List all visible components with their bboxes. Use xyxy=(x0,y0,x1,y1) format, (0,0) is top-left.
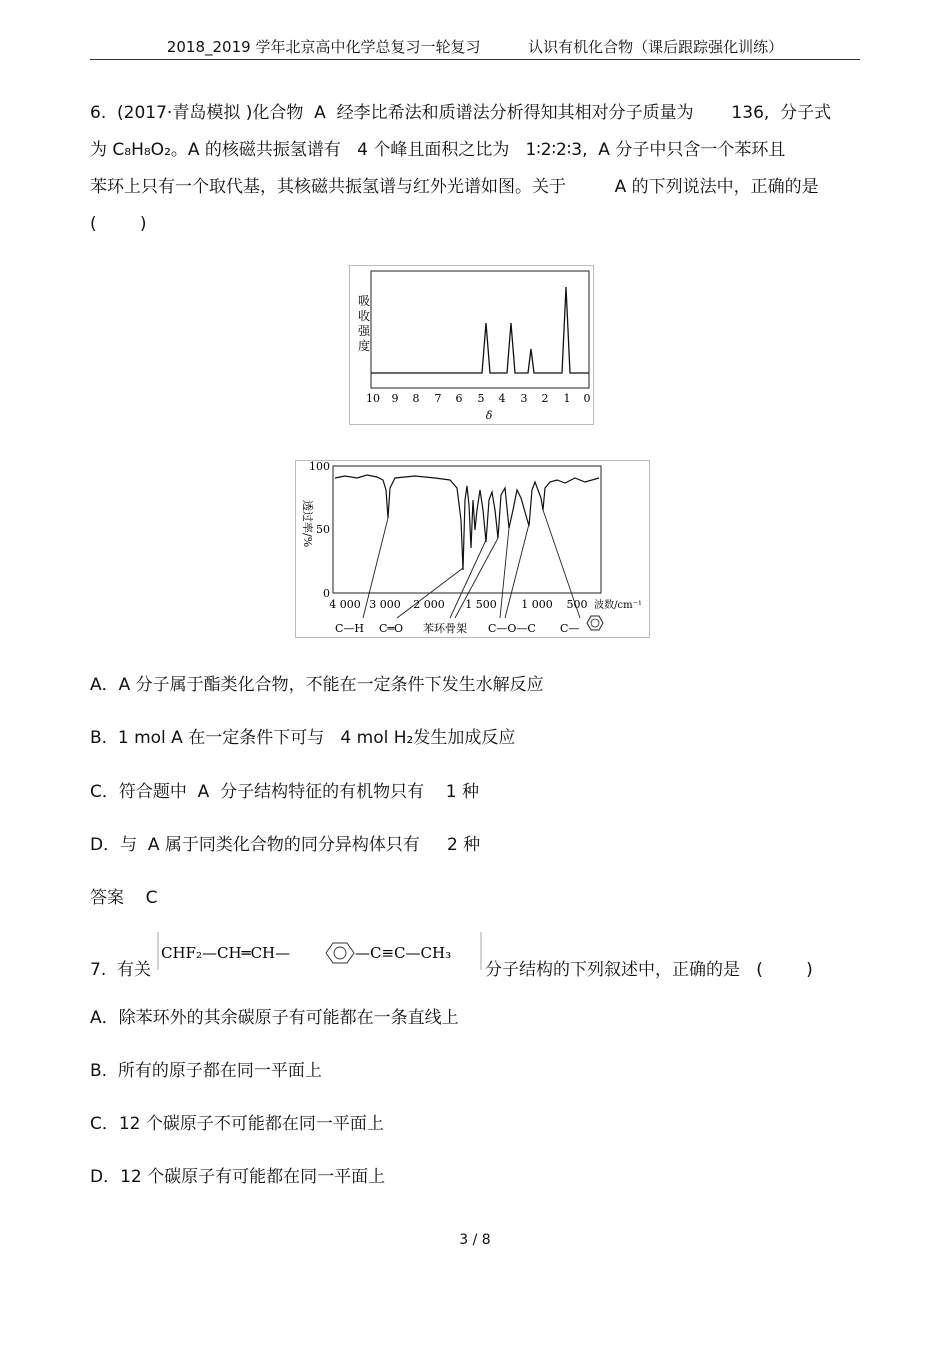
ir-xtick: 2 000 xyxy=(413,598,445,611)
q6-line3: 苯环上只有一个取代基，其核磁共振氢谱与红外光谱如图。关于 A 的下列说法中，正确的是 xyxy=(90,177,819,197)
ir-ylabel: 透过率/% xyxy=(301,500,314,548)
ir-label-benzene-frame: 苯环骨架 xyxy=(423,622,467,635)
ir-xtick: 3 000 xyxy=(369,598,401,611)
ir-pointer xyxy=(500,528,509,618)
nmr-tick: 10 xyxy=(366,392,380,405)
q6-option-a: A．A 分子属于酯类化合物，不能在一定条件下发生水解反应 xyxy=(90,675,544,695)
ir-ytick: 50 xyxy=(316,523,330,536)
q6-option-d: D．与 A 属于同类化合物的同分异构体只有 2 种 xyxy=(90,835,481,855)
ir-label-ch: C—H xyxy=(335,622,365,635)
nmr-tick: 9 xyxy=(391,392,399,405)
page-header xyxy=(90,36,860,58)
header-left: 2018_2019 学年北京高中化学总复习一轮复习 xyxy=(166,38,481,56)
nmr-spectrum xyxy=(349,265,594,425)
ir-label-co: C═O xyxy=(379,622,404,635)
nmr-ylabel-char: 收 xyxy=(358,309,371,323)
q6-answer: 答案 C xyxy=(90,888,158,908)
q7-option-c: C．12 个碳原子不可能都在同一平面上 xyxy=(90,1114,384,1134)
ir-spectrum xyxy=(295,460,650,638)
nmr-trace xyxy=(371,287,589,373)
ir-spectrum-figure xyxy=(295,460,650,638)
q7-prefix: 7. 有关 xyxy=(90,960,152,980)
q7-option-a: A．除苯环外的其余碳原子有可能都在一条直线上 xyxy=(90,1008,459,1028)
nmr-tick: 6 xyxy=(455,392,463,405)
nmr-tick: 3 xyxy=(520,392,528,405)
ir-ytick: 100 xyxy=(309,460,330,473)
ir-xtick: 1 500 xyxy=(465,598,497,611)
ir-ytick: 0 xyxy=(323,587,330,600)
q7-structural-formula xyxy=(157,930,483,972)
q6-option-b: B. 1 mol A 在一定条件下可与 4 mol H₂发生加成反应 xyxy=(90,728,516,748)
q6-option-c: C．符合题中 A 分子结构特征的有机物只有 1 种 xyxy=(90,782,479,802)
q6-line1: 6. (2017·青岛模拟 )化合物 A 经李比希法和质谱法分析得知其相对分子质量为 136, 分子式 xyxy=(90,103,832,123)
q6-line2: 为 C₈H₈O₂。A 的核磁共振氢谱有 4 个峰且面积之比为 1∶2∶2∶3, A 分子中只含一个苯环且 xyxy=(90,140,786,160)
nmr-tick: 2 xyxy=(541,392,549,405)
nmr-ylabel-char: 强 xyxy=(358,324,371,338)
nmr-tick: 0 xyxy=(583,392,591,405)
nmr-tick: 4 xyxy=(498,392,506,405)
ir-xtick: 500 xyxy=(566,598,588,611)
ir-label-coc: C—O—C xyxy=(488,622,536,635)
q6-line4: ( ) xyxy=(90,214,147,234)
page-number: 3 / 8 xyxy=(459,1232,491,1248)
ir-trace xyxy=(335,475,599,570)
q7-formula-svg xyxy=(157,930,483,972)
q7-formula-left: CHF₂—CH═CH— xyxy=(161,944,291,962)
nmr-tick: 7 xyxy=(434,392,442,405)
q7-formula-right: —C≡C—CH₃ xyxy=(355,944,452,962)
nmr-ylabel-char: 吸 xyxy=(358,294,371,308)
ir-xunit: 波数/cm⁻¹ xyxy=(594,600,642,611)
nmr-spectrum-figure xyxy=(349,265,594,425)
benzene-ring-icon xyxy=(326,943,354,963)
ir-xtick: 4 000 xyxy=(329,598,361,611)
nmr-tick: 1 xyxy=(563,392,571,405)
q7-option-b: B. 所有的原子都在同一平面上 xyxy=(90,1061,322,1081)
nmr-tick: 8 xyxy=(412,392,420,405)
header-right: 认识有机化合物（课后跟踪强化训练） xyxy=(528,38,784,56)
header-divider xyxy=(90,59,860,60)
ir-label-c-phenyl: C— xyxy=(560,622,580,635)
nmr-ylabel-char: 度 xyxy=(358,339,371,353)
q7-option-d: D．12 个碳原子有可能都在同一平面上 xyxy=(90,1167,386,1187)
nmr-xlabel: δ xyxy=(485,409,493,422)
phenyl-ring-icon xyxy=(587,616,603,630)
ir-xtick: 1 000 xyxy=(521,598,553,611)
q7-suffix: 分子结构的下列叙述中，正确的是 ( ) xyxy=(485,960,813,980)
nmr-tick: 5 xyxy=(477,392,485,405)
